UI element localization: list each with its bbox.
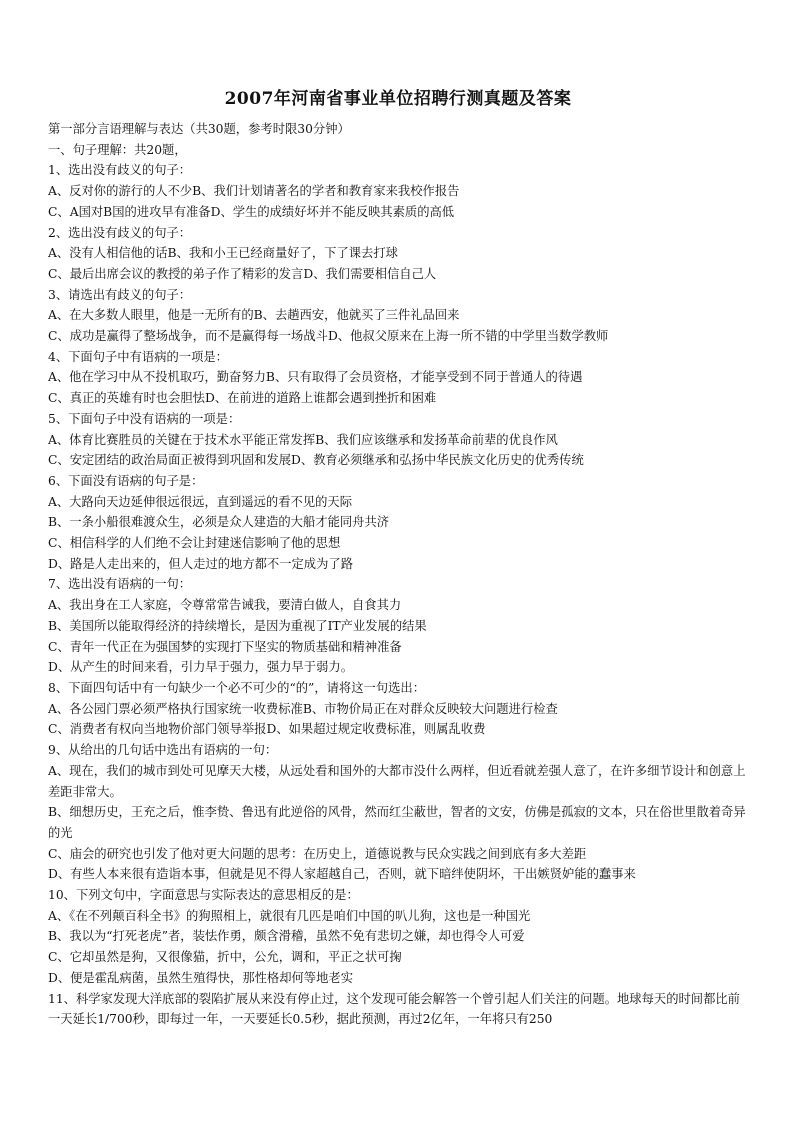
text-line: C、消费者有权向当地物价部门领导举报D、如果超过规定收费标准，则属乱收费 <box>48 722 486 737</box>
text-line: A、《在不列颠百科全书》的狗照相上，就很有几匹是咱们中国的叭儿狗，这也是一种国光 <box>48 908 531 923</box>
text-line: 8、下面四句话中有一句缺少一个必不可少的“的”，请将这一句选出： <box>48 680 426 695</box>
text-line: 7、选出没有语病的一句： <box>48 577 192 592</box>
text-line: 2、选出没有歧义的句子： <box>48 225 192 240</box>
text-line: C、庙会的研究也引发了他对更大问题的思考：在历史上，道德说教与民众实践之间到底有多大差距 <box>48 846 587 861</box>
text-line: C、青年一代正在为强国梦的实现打下坚实的物质基础和精神准备 <box>48 639 402 654</box>
text-line: 4、下面句子中有语病的一项是： <box>48 349 228 364</box>
text-line: C、真正的英雄有时也会胆怯D、在前进的道路上谁都会遇到挫折和困难 <box>48 391 437 406</box>
text-line: C、安定团结的政治局面正被得到巩固和发展D、教育必须继承和弘扬中华民族文化历史的优秀传统 <box>48 453 584 468</box>
text-line: 5、下面句子中没有语病的一项是： <box>48 411 241 426</box>
text-line: A、在大多数人眼里，他是一无所有的B、去趟西安，他就买了三件礼品回来 <box>48 308 460 323</box>
text-line: 9、从给出的几句话中选出有语病的一句： <box>48 743 278 758</box>
text-line: 一、句子理解：共20题， <box>48 142 187 157</box>
text-line: D、有些人本来很有造诣本事，但就是见不得人家超越自己，否则，就下暗绊使阴坏，干出嫉贤妒能的蠢事来 <box>48 867 636 882</box>
text-line: 11、科学家发现大洋底部的裂陷扩展从来没有停止过，这个发现可能会解答一个曾引起人们关注的问题。地球每天的时间都比前一天延长1/700秒，即每过一年，一天要延长0.5秒，据此预测，再过2亿年，一年将只有250 <box>48 991 740 1027</box>
document-title: 2007年河南省事业单位招聘行测真题及答案 <box>224 89 572 109</box>
text-line: B、美国所以能取得经济的持续增长，是因为重视了IT产业发展的结果 <box>48 618 427 633</box>
text-line: A、体育比赛胜员的关键在于技术水平能正常发挥B、我们应该继承和发扬革命前辈的优良作风 <box>48 432 558 447</box>
text-line: B、一条小船很难渡众生，必须是众人建造的大船才能同舟共济 <box>48 515 390 530</box>
text-line: A、他在学习中从不投机取巧，勤奋努力B、只有取得了会员资格，才能享受到不同于普通人的待遇 <box>48 370 583 385</box>
document-body <box>48 119 748 1030</box>
text-line: 10、下列文句中，字面意思与实际表达的意思相反的是： <box>48 888 359 903</box>
text-line: B、我以为“打死老虎”者，装怯作勇，颇含滑稽，虽然不免有悲切之嫌，却也得令人可爱 <box>48 929 525 944</box>
text-line: 6、下面没有语病的句子是： <box>48 473 204 488</box>
text-line: C、成功是赢得了整场战争，而不是赢得每一场战斗D、他叔父原来在上海一所不错的中学里当数学教师 <box>48 329 609 344</box>
text-line: A、大路向天边延伸很远很远，直到遥远的看不见的天际 <box>48 494 353 509</box>
text-line: D、便是霍乱病菌，虽然生殖得快，那性格却何等地老实 <box>48 970 353 985</box>
text-line: C、相信科学的人们绝不会让封建迷信影响了他的思想 <box>48 536 341 551</box>
text-line: A、没有人相信他的话B、我和小王已经商量好了，下了课去打球 <box>48 246 398 261</box>
text-line: A、我出身在工人家庭，令尊常常告诫我，要清白做人，自食其力 <box>48 598 402 613</box>
text-line: 3、请选出有歧义的句子： <box>48 287 192 302</box>
text-line: C、A国对B国的进攻早有准备D、学生的成绩好坏并不能反映其素质的高低 <box>48 204 455 219</box>
text-line: A、现在，我们的城市到处可见摩天大楼，从远处看和国外的大都市没什么两样，但近看就差强人意了，在许多细节设计和创意上差距非常大。 <box>48 763 746 799</box>
text-line: C、最后出席会议的教授的弟子作了精彩的发言D、我们需要相信自己人 <box>48 266 437 281</box>
text-line: A、各公园门票必须严格执行国家统一收费标准B、市物价局正在对群众反映较大问题进行检查 <box>48 701 558 716</box>
document-page <box>48 84 748 1030</box>
text-line: A、反对你的游行的人不少B、我们计划请著名的学者和教育家来我校作报告 <box>48 184 460 199</box>
text-line: D、从产生的时间来看，引力早于强力，强力早于弱力。 <box>48 660 353 675</box>
text-line: C、它却虽然是狗，又很像猫，折中，公允，调和，平正之状可掬 <box>48 950 402 965</box>
text-line: 第一部分言语理解与表达（共30题，参考时限30分钟） <box>48 122 350 136</box>
text-line: 1、选出没有歧义的句子： <box>48 163 192 178</box>
text-line: B、细想历史，王充之后，惟李贽、鲁迅有此逆俗的风骨，然而红尘蔽世，智者的文安，仿佛是孤寂的文本，只在俗世里散着奇异的光 <box>48 805 746 840</box>
text-line: D、路是人走出来的，但人走过的地方都不一定成为了路 <box>48 556 353 571</box>
